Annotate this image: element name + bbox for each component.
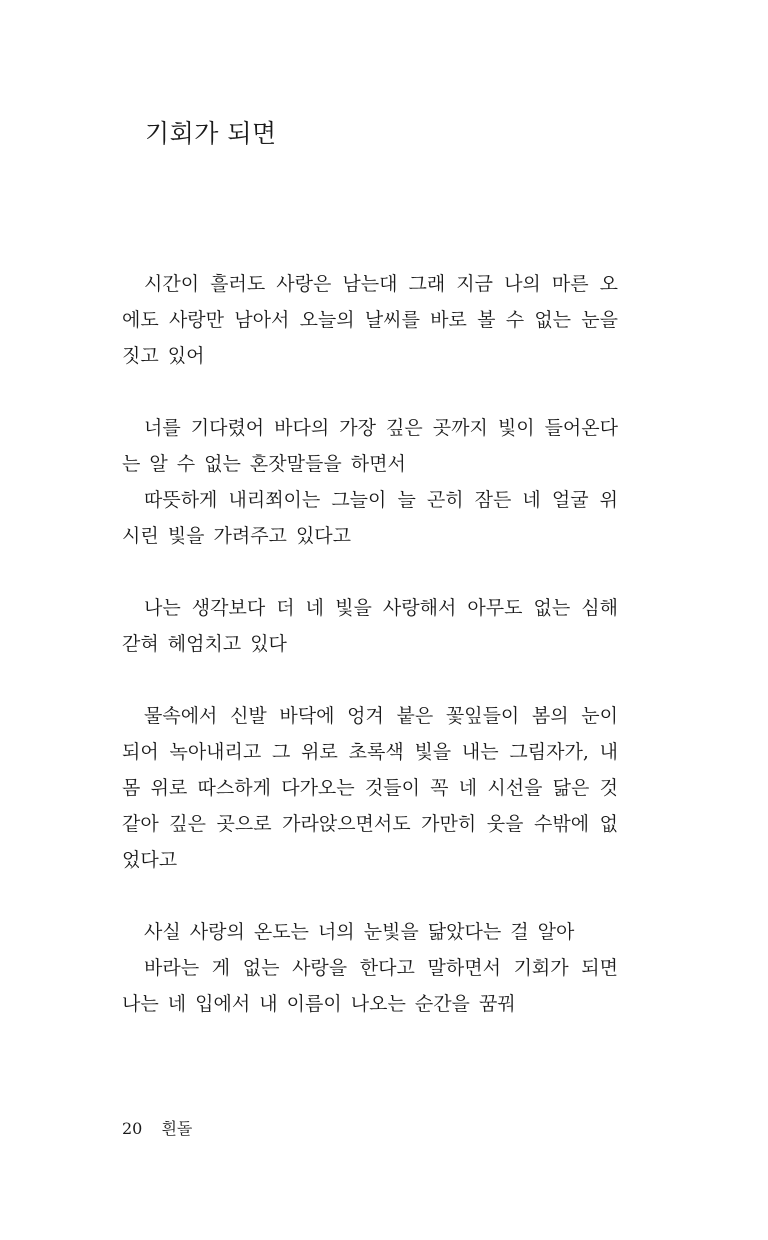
poem-line: 몸 위로 따스하게 다가오는 것들이 꼭 네 시선을 닮은 것: [122, 777, 618, 799]
page-number: 20: [122, 1119, 143, 1138]
poem-line: 나는 생각보다 더 네 빛을 사랑해서 아무도 없는 심해: [144, 597, 618, 619]
poem-line: 시린 빛을 가려주고 있다고: [122, 525, 352, 547]
poem-line: 물속에서 신발 바닥에 엉겨 붙은 꽃잎들이 봄의 눈이: [144, 705, 618, 727]
poem-line: 나는 네 입에서 내 이름이 나오는 순간을 꿈꿔: [122, 993, 516, 1015]
stanza: [122, 698, 618, 878]
page-footer: [122, 1118, 192, 1140]
poem-line: 에도 사랑만 남아서 오늘의 날씨를 바로 볼 수 없는 눈을: [122, 309, 618, 331]
book-title: 흰돌: [161, 1119, 193, 1138]
poem-title: 기회가 되면: [145, 119, 277, 148]
poem-line: 시간이 흘러도 사랑은 남는대 그래 지금 나의 마른 오: [144, 273, 618, 295]
poem-line: 되어 녹아내리고 그 위로 초록색 빛을 내는 그림자가, 내: [122, 741, 618, 763]
stanza: [122, 914, 618, 1022]
poem-line: 바라는 게 없는 사랑을 한다고 말하면서 기회가 되면: [144, 957, 618, 979]
poem-line: 너를 기다렸어 바다의 가장 깊은 곳까지 빛이 들어온다: [144, 417, 618, 439]
poem-line: 사실 사랑의 온도는 너의 눈빛을 닮았다는 걸 알아: [144, 921, 575, 943]
stanza: [122, 410, 618, 554]
poem-line: 었다고: [122, 849, 178, 871]
poem-line: 는 알 수 없는 혼잣말들을 하면서: [122, 453, 406, 475]
poem-line: 따뜻하게 내리쬐이는 그늘이 늘 곤히 잠든 네 얼굴 위: [144, 489, 618, 511]
poem-line: 같아 깊은 곳으로 가라앉으면서도 가만히 웃을 수밖에 없: [122, 813, 618, 835]
poem-body: [122, 266, 618, 1058]
poem-line: 짓고 있어: [122, 345, 205, 367]
stanza: [122, 590, 618, 662]
poem-line: 갇혀 헤엄치고 있다: [122, 633, 287, 655]
stanza: [122, 266, 618, 374]
